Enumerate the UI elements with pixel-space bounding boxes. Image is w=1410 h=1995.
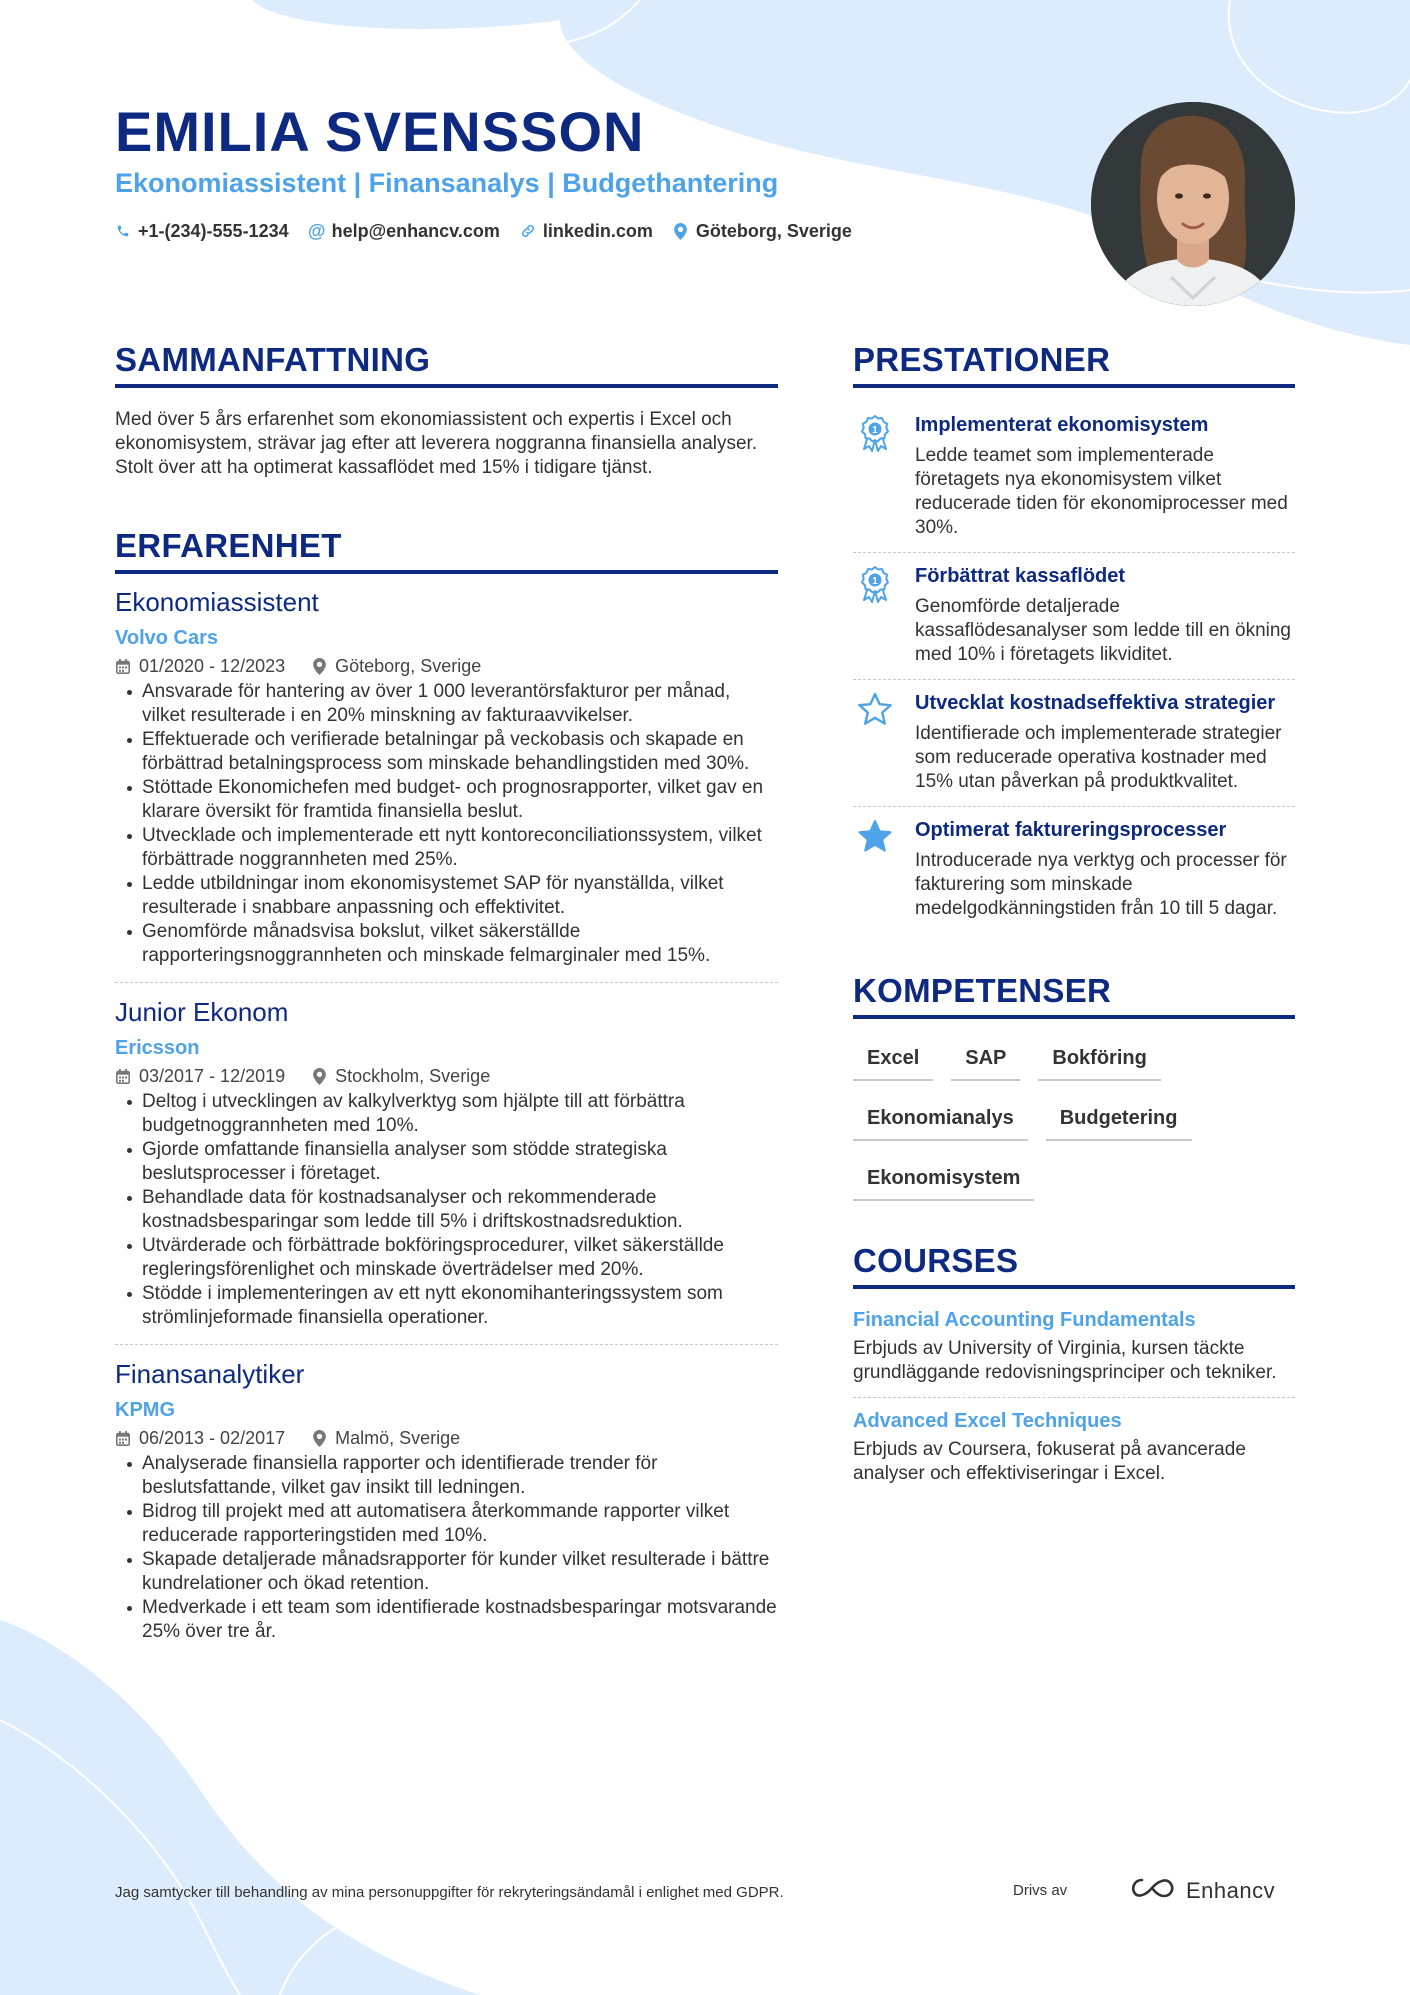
- star-filled-icon: [853, 817, 897, 921]
- job-location-text: Stockholm, Sverige: [335, 1066, 491, 1086]
- contact-location-text: Göteborg, Sverige: [695, 220, 852, 241]
- job-bullet: Medverkade i ett team som identifierade kostnadsbesparingar motsvarande 25% över tre år.: [115, 1596, 778, 1644]
- company-name: Ericsson: [115, 1037, 200, 1059]
- right-column: [853, 340, 1295, 1498]
- achievement-title: Utvecklat kostnadseffektiva strategier: [915, 692, 1276, 714]
- job-location: [311, 1426, 460, 1450]
- job-location: [311, 654, 481, 678]
- achievement-text: Identifierade och implementerade strategier som reducerade operativa kostnader med 15% utan påverkan på produktkvalitet.: [915, 723, 1282, 792]
- achievement-item: [853, 680, 1295, 807]
- course-title: Advanced Excel Techniques: [853, 1410, 1122, 1432]
- achievement-title: Optimerat faktureringsprocesser: [915, 819, 1227, 841]
- location-pin-icon: [311, 1067, 327, 1085]
- achievement-title: Förbättrat kassaflödet: [915, 565, 1126, 587]
- job-location-text: Göteborg, Sverige: [335, 656, 482, 676]
- skill-tag: Budgetering: [1046, 1099, 1192, 1141]
- achievement-text: Ledde teamet som implementerade företagets nya ekonomisystem vilket reducerade tiden för ekonomiprocesser med 30%.: [915, 445, 1288, 538]
- profile-photo: [1091, 102, 1295, 306]
- award-ribbon-icon: [853, 412, 897, 540]
- job-bullet: Utvecklade och implementerade ett nytt kontoreconciliationssystem, vilket förbättrade noggrannheten med 25%.: [115, 824, 778, 872]
- job-bullet: Ledde utbildningar inom ekonomisystemet SAP för nyanställda, vilket resulterade i snabbare anpassning och effektivitet.: [115, 872, 778, 920]
- skills-list: [853, 1039, 1295, 1201]
- job-bullet: Ansvarade för hantering av över 1 000 leverantörsfakturor per månad, vilket resulterade i en 20% minskning av fakturaavvikelser.: [115, 680, 778, 728]
- svg-text:1: 1: [872, 425, 878, 436]
- experience-list: [115, 586, 778, 1658]
- at-icon: @: [307, 220, 326, 241]
- job-bullets: [115, 1452, 778, 1644]
- job-bullets: [115, 1090, 778, 1330]
- job-bullet: Stöttade Ekonomichefen med budget- och prognosrapporter, vilket gav en klarare översikt för framtida finansiella beslut.: [115, 776, 778, 824]
- contact-phone-text: +1-(234)-555-1234: [138, 220, 289, 241]
- contact-email[interactable]: [309, 221, 500, 242]
- calendar-icon: [115, 1067, 131, 1085]
- achievements-list: [853, 402, 1295, 933]
- job-bullet: Stödde i implementeringen av ett nytt ekonomihanteringssystem som strömlinjeformade finansiella operationer.: [115, 1282, 778, 1330]
- job-bullet: Analyserade finansiella rapporter och identifierade trender för beslutsfattande, vilket gav insikt till ledningen.: [115, 1452, 778, 1500]
- award-ribbon-icon: [853, 563, 897, 667]
- company-name: KPMG: [115, 1399, 175, 1421]
- job-bullets: [115, 680, 778, 968]
- section-title-experience: ERFARENHET: [115, 526, 778, 574]
- powered-by-label: Drivs av: [1013, 1882, 1068, 1899]
- job-bullet: Utvärderade och förbättrade bokföringsprocedurer, vilket säkerställde regleringsförenlighet och minskade överträdelser med 20%.: [115, 1234, 778, 1282]
- job-entry: [115, 1358, 778, 1658]
- candidate-name: EMILIA SVENSSON: [115, 100, 645, 163]
- left-column: [115, 340, 778, 1671]
- job-entry: [115, 586, 778, 983]
- gdpr-consent-note: Jag samtycker till behandling av mina personuppgifter för rekryteringsändamål i enlighet med GDPR.: [115, 1884, 784, 1901]
- summary-text: Med över 5 års erfarenhet som ekonomiassistent och expertis i Excel och ekonomisystem, strävar jag efter att leverera noggranna finansiella analyser. Stolt över att ha optimerat kassaflödet med 15% i tidigare tjänst.: [115, 409, 758, 478]
- job-dates-text: 03/2017 - 12/2019: [139, 1066, 286, 1086]
- achievement-text: Introducerade nya verktyg och processer för fakturering som minskade medelgodkänningstiden från 10 till 5 dagar.: [915, 850, 1287, 919]
- job-dates-text: 01/2020 - 12/2023: [139, 656, 286, 676]
- course-text: Erbjuds av University of Virginia, kursen täckte grundläggande redovisningsprinciper och tekniker.: [853, 1338, 1277, 1383]
- job-location: [311, 1064, 490, 1088]
- star-outline-icon: [853, 690, 897, 794]
- contact-bar: [115, 218, 852, 244]
- job-dates-text: 06/2013 - 02/2017: [139, 1428, 286, 1448]
- skill-tag: Ekonomisystem: [853, 1159, 1034, 1201]
- calendar-icon: [115, 1429, 131, 1447]
- job-meta: [115, 1426, 778, 1450]
- section-title-summary: SAMMANFATTNING: [115, 340, 778, 388]
- brand-name: Enhancv: [1186, 1877, 1276, 1903]
- job-title: Junior Ekonom: [115, 997, 289, 1027]
- course-item: [853, 1398, 1295, 1498]
- company-name: Volvo Cars: [115, 627, 218, 649]
- job-entry: [115, 996, 778, 1345]
- section-title-courses: COURSES: [853, 1241, 1295, 1289]
- job-meta: [115, 654, 778, 678]
- job-title: Finansanalytiker: [115, 1359, 305, 1389]
- job-dates: [115, 1426, 285, 1450]
- job-dates: [115, 1064, 285, 1088]
- achievement-title: Implementerat ekonomisystem: [915, 414, 1209, 436]
- candidate-headline: Ekonomiassistent | Finansanalys | Budgethantering: [115, 168, 779, 198]
- skill-tag: SAP: [951, 1039, 1020, 1081]
- achievement-item: [853, 402, 1295, 553]
- calendar-icon: [115, 657, 131, 675]
- job-meta: [115, 1064, 778, 1088]
- link-icon: [520, 222, 536, 240]
- course-title: Financial Accounting Fundamentals: [853, 1309, 1196, 1331]
- achievement-text: Genomförde detaljerade kassaflödesanalyser som ledde till en ökning med 10% i företagets likviditet.: [915, 596, 1291, 665]
- contact-location: [673, 221, 852, 242]
- brand-logo[interactable]: [1130, 1876, 1275, 1905]
- course-item: [853, 1297, 1295, 1398]
- job-bullet: Genomförde månadsvisa bokslut, vilket säkerställde rapporteringsnoggrannheten och minskade felmarginaler med 15%.: [115, 920, 778, 968]
- infinity-logo-icon: [1130, 1876, 1176, 1905]
- phone-icon: [115, 222, 131, 240]
- job-bullet: Skapade detaljerade månadsrapporter för kunder vilket resulterade i bättre kundrelationer och ökad retention.: [115, 1548, 778, 1596]
- job-bullet: Effektuerade och verifierade betalningar på veckobasis och skapade en förbättrad betalningsprocess som minskade behandlingstiden med 30%.: [115, 728, 778, 776]
- section-title-achievements: PRESTATIONER: [853, 340, 1295, 388]
- job-bullet: Bidrog till projekt med att automatisera återkommande rapporter vilket reducerade rapporteringstiden med 10%.: [115, 1500, 778, 1548]
- svg-text:1: 1: [872, 576, 878, 587]
- achievement-item: [853, 553, 1295, 680]
- job-location-text: Malmö, Sverige: [335, 1428, 461, 1448]
- skill-tag: Ekonomianalys: [853, 1099, 1028, 1141]
- skill-tag: Bokföring: [1038, 1039, 1160, 1081]
- location-pin-icon: [673, 222, 689, 240]
- skill-tag: Excel: [853, 1039, 933, 1081]
- job-bullet: Gjorde omfattande finansiella analyser som stödde strategiska beslutsprocesser i företaget.: [115, 1138, 778, 1186]
- job-bullet: Deltog i utvecklingen av kalkylverktyg som hjälpte till att förbättra budgetnoggrannheten med 10%.: [115, 1090, 778, 1138]
- contact-email-text: help@enhancv.com: [331, 220, 500, 241]
- contact-phone[interactable]: [115, 221, 289, 242]
- contact-linkedin[interactable]: [520, 221, 653, 242]
- location-pin-icon: [311, 657, 327, 675]
- job-dates: [115, 654, 285, 678]
- courses-list: [853, 1297, 1295, 1498]
- job-bullet: Behandlade data för kostnadsanalyser och rekommenderade kostnadsbesparingar som ledde till 5% i driftskostnadsreduktion.: [115, 1186, 778, 1234]
- section-title-skills: KOMPETENSER: [853, 971, 1295, 1019]
- job-title: Ekonomiassistent: [115, 587, 319, 617]
- contact-linkedin-text: linkedin.com: [542, 220, 653, 241]
- achievement-item: [853, 807, 1295, 933]
- course-text: Erbjuds av Coursera, fokuserat på avancerade analyser och effektiviseringar i Excel.: [853, 1439, 1246, 1484]
- location-pin-icon: [311, 1429, 327, 1447]
